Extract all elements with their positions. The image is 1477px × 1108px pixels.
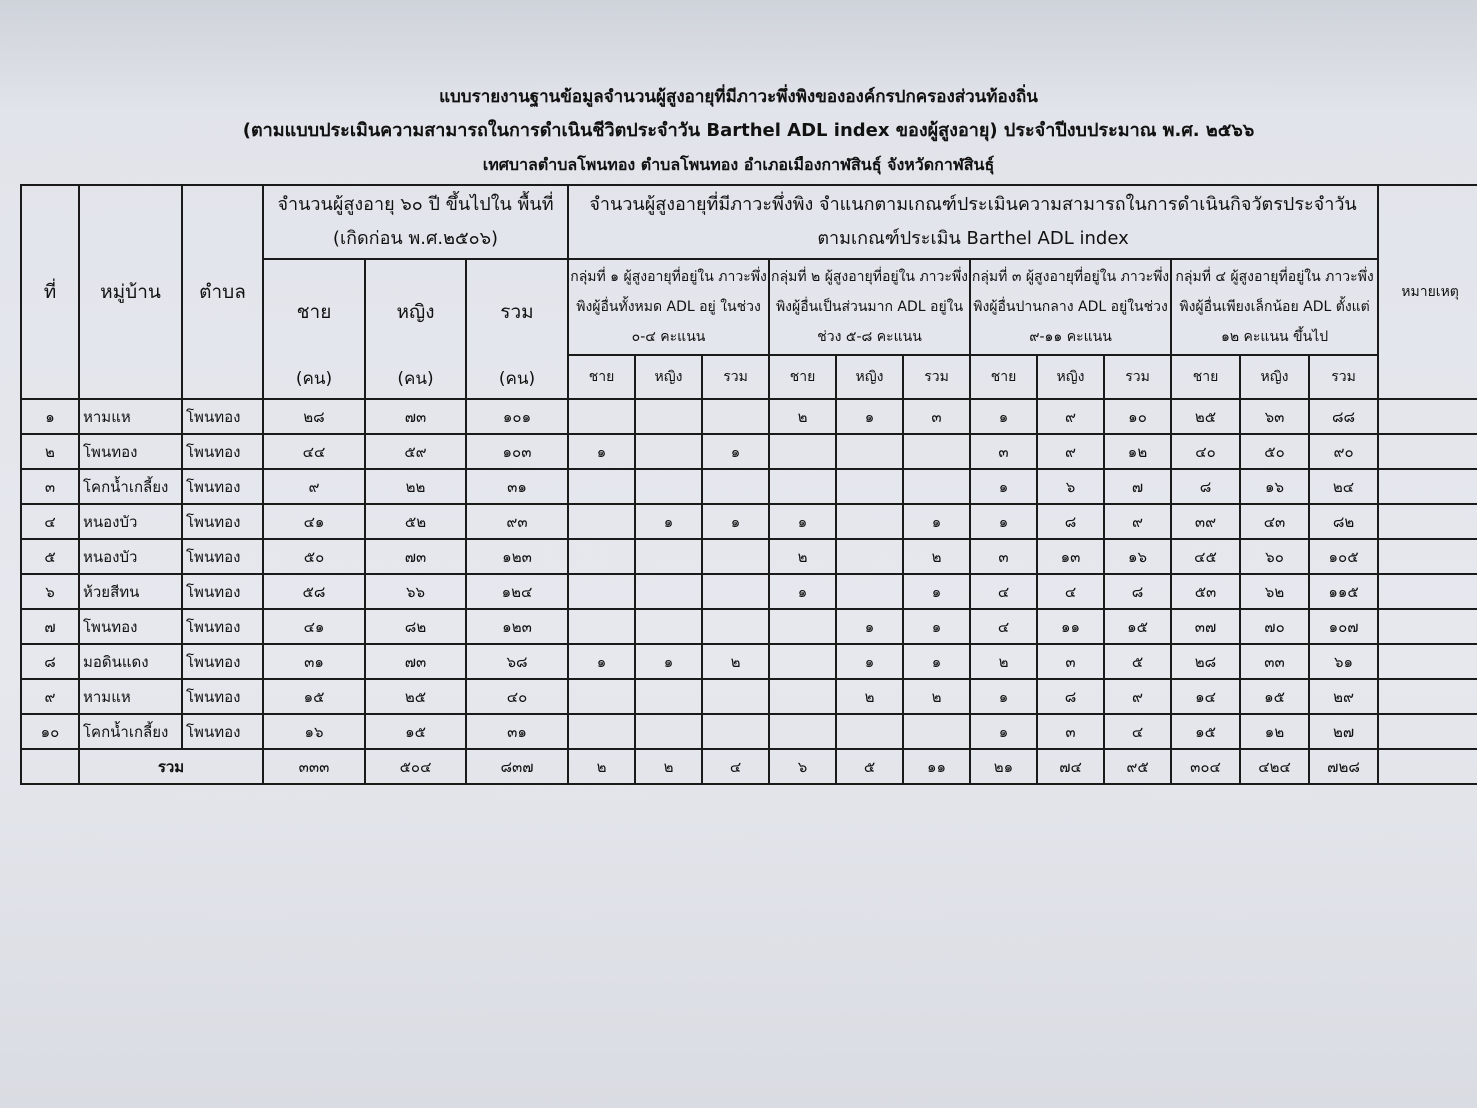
cell-g3-total: ๕: [1104, 644, 1171, 679]
table-row: [21, 644, 1477, 679]
cell-g3-male: ๔: [970, 609, 1037, 644]
table-body: [21, 399, 1477, 784]
cell-g4-male: ๑๕: [1171, 714, 1240, 749]
cell-g1-total: [702, 539, 769, 574]
cell-remark: [1378, 714, 1477, 749]
cell-g1-total: ๑: [702, 504, 769, 539]
table-row: [21, 609, 1477, 644]
cell-g2-male: ๑: [769, 574, 836, 609]
cell-male: ๕๘: [263, 574, 365, 609]
cell-g2-total: [903, 469, 970, 504]
cell-subdistrict: โพนทอง: [182, 574, 263, 609]
header-female-label: หญิง: [396, 300, 435, 323]
cell-female: ๑๕: [365, 714, 466, 749]
cell-g2-total: ๑: [903, 574, 970, 609]
cell-female: ๕๙: [365, 434, 466, 469]
cell-total: ๔๐: [466, 679, 568, 714]
cell-g2-male: [769, 644, 836, 679]
cell-male: ๕๐: [263, 539, 365, 574]
cell-subdistrict: โพนทอง: [182, 504, 263, 539]
cell-g2-female: [836, 469, 903, 504]
cell-g3-total: ๑๖: [1104, 539, 1171, 574]
cell-g4-male: ๕๓: [1171, 574, 1240, 609]
cell-g2-male: [769, 469, 836, 504]
cell-g4-male: ๓๗: [1171, 609, 1240, 644]
cell-g2-total: ๑: [903, 609, 970, 644]
cell-g4-male: ๑๔: [1171, 679, 1240, 714]
cell-no: ๔: [21, 504, 79, 539]
cell-g4-total: ๑๑๕: [1309, 574, 1378, 609]
total-male: ๓๓๓: [263, 749, 365, 784]
header-g4-male: ชาย: [1171, 355, 1240, 399]
cell-g2-female: [836, 574, 903, 609]
cell-g2-male: ๑: [769, 504, 836, 539]
header-total: [466, 259, 568, 399]
cell-no: ๘: [21, 644, 79, 679]
total-g1-total: ๔: [702, 749, 769, 784]
header-female: [365, 259, 466, 399]
header-g1-total: รวม: [702, 355, 769, 399]
header-group-4: กลุ่มที่ ๔ ผู้สูงอายุที่อยู่ใน ภาวะพึ่งพิงผู้อื่นเพียงเล็กน้อย ADL ตั้งแต่ ๑๒ คะแนน ขึ้นไป: [1171, 259, 1378, 355]
total-g3-female: ๗๔: [1037, 749, 1104, 784]
cell-remark: [1378, 679, 1477, 714]
header-dependent-line2: ตามเกณฑ์ประเมิน Barthel ADL index: [817, 228, 1129, 249]
total-total: ๘๓๗: [466, 749, 568, 784]
cell-no: ๙: [21, 679, 79, 714]
cell-g2-female: ๑: [836, 609, 903, 644]
cell-g2-total: ๒: [903, 539, 970, 574]
cell-village: หนองบัว: [79, 539, 182, 574]
cell-female: ๒๒: [365, 469, 466, 504]
cell-g2-female: ๒: [836, 679, 903, 714]
cell-g1-total: [702, 574, 769, 609]
cell-g3-total: ๘: [1104, 574, 1171, 609]
cell-g4-female: ๖๐: [1240, 539, 1309, 574]
cell-remark: [1378, 504, 1477, 539]
cell-g3-male: ๑: [970, 679, 1037, 714]
cell-g3-female: ๓: [1037, 714, 1104, 749]
cell-g4-male: ๔๐: [1171, 434, 1240, 469]
cell-g4-total: ๒๗: [1309, 714, 1378, 749]
header-group-3: กลุ่มที่ ๓ ผู้สูงอายุที่อยู่ใน ภาวะพึ่งพิงผู้อื่นปานกลาง ADL อยู่ในช่วง ๙-๑๑ คะแนน: [970, 259, 1171, 355]
cell-remark: [1378, 434, 1477, 469]
cell-g1-male: ๑: [568, 644, 635, 679]
cell-g1-female: [635, 434, 702, 469]
cell-g2-total: ๑: [903, 504, 970, 539]
total-g1-male: ๒: [568, 749, 635, 784]
cell-subdistrict: โพนทอง: [182, 434, 263, 469]
cell-g1-female: [635, 609, 702, 644]
header-group-1: กลุ่มที่ ๑ ผู้สูงอายุที่อยู่ใน ภาวะพึ่งพิงผู้อื่นทั้งหมด ADL อยู่ ในช่วง ๐-๔ คะแนน: [568, 259, 769, 355]
cell-subdistrict: โพนทอง: [182, 539, 263, 574]
cell-g3-male: ๑: [970, 469, 1037, 504]
cell-female: ๗๓: [365, 539, 466, 574]
cell-g4-total: ๘๘: [1309, 399, 1378, 434]
cell-g4-female: ๑๕: [1240, 679, 1309, 714]
cell-g4-female: ๗๐: [1240, 609, 1309, 644]
cell-female: ๘๒: [365, 609, 466, 644]
cell-g2-female: [836, 714, 903, 749]
cell-g4-female: ๑๒: [1240, 714, 1309, 749]
cell-g4-total: ๑๐๗: [1309, 609, 1378, 644]
totals-label: รวม: [79, 749, 263, 784]
cell-g3-female: ๑๑: [1037, 609, 1104, 644]
cell-g1-female: [635, 574, 702, 609]
header-total-unit: (คน): [498, 368, 536, 389]
cell-g1-female: [635, 399, 702, 434]
cell-village: โคกน้ำเกลี้ยง: [79, 469, 182, 504]
cell-g3-male: ๔: [970, 574, 1037, 609]
total-g4-total: ๗๒๘: [1309, 749, 1378, 784]
cell-male: ๔๑: [263, 609, 365, 644]
cell-g2-female: ๑: [836, 644, 903, 679]
totals-row: [21, 749, 1477, 784]
table-row: [21, 399, 1477, 434]
cell-g3-female: ๓: [1037, 644, 1104, 679]
header-g2-total: รวม: [903, 355, 970, 399]
cell-g4-male: ๔๕: [1171, 539, 1240, 574]
cell-no: ๒: [21, 434, 79, 469]
cell-no: ๑๐: [21, 714, 79, 749]
cell-total: ๑๐๑: [466, 399, 568, 434]
cell-g1-total: [702, 469, 769, 504]
cell-village: โคกน้ำเกลี้ยง: [79, 714, 182, 749]
cell-g2-total: ๓: [903, 399, 970, 434]
cell-g3-male: ๑: [970, 399, 1037, 434]
cell-no: ๑: [21, 399, 79, 434]
total-g1-female: ๒: [635, 749, 702, 784]
cell-g1-female: ๑: [635, 644, 702, 679]
cell-female: ๗๓: [365, 644, 466, 679]
cell-g1-male: [568, 714, 635, 749]
header-g2-male: ชาย: [769, 355, 836, 399]
cell-g1-male: [568, 574, 635, 609]
header-remark: หมายเหตุ: [1378, 185, 1477, 399]
header-male-unit: (คน): [295, 368, 333, 389]
table-row: [21, 574, 1477, 609]
cell-village: มอดินแดง: [79, 644, 182, 679]
cell-no: [21, 749, 79, 784]
cell-female: ๖๖: [365, 574, 466, 609]
cell-subdistrict: โพนทอง: [182, 399, 263, 434]
cell-female: ๕๒: [365, 504, 466, 539]
cell-g2-male: ๒: [769, 539, 836, 574]
cell-g2-male: [769, 434, 836, 469]
cell-no: ๓: [21, 469, 79, 504]
cell-g3-female: ๔: [1037, 574, 1104, 609]
cell-g3-male: ๒: [970, 644, 1037, 679]
cell-remark: [1378, 539, 1477, 574]
cell-total: ๖๘: [466, 644, 568, 679]
cell-subdistrict: โพนทอง: [182, 714, 263, 749]
table-row: [21, 539, 1477, 574]
cell-g3-total: ๑๒: [1104, 434, 1171, 469]
cell-g4-total: ๙๐: [1309, 434, 1378, 469]
cell-g1-female: [635, 539, 702, 574]
cell-g1-female: [635, 469, 702, 504]
header-elderly-population: จำนวนผู้สูงอายุ ๖๐ ปี ขึ้นไปใน พื้นที่ (เกิดก่อน พ.ศ.๒๕๐๖): [263, 185, 568, 259]
cell-g1-total: [702, 679, 769, 714]
cell-village: โพนทอง: [79, 609, 182, 644]
cell-female: ๒๕: [365, 679, 466, 714]
cell-g1-male: [568, 399, 635, 434]
cell-g1-male: [568, 504, 635, 539]
cell-g4-male: ๘: [1171, 469, 1240, 504]
cell-g2-male: [769, 609, 836, 644]
table-row: [21, 469, 1477, 504]
header-g4-total: รวม: [1309, 355, 1378, 399]
cell-g3-male: ๑: [970, 714, 1037, 749]
cell-g4-total: ๖๑: [1309, 644, 1378, 679]
table-row: [21, 679, 1477, 714]
cell-g3-female: ๖: [1037, 469, 1104, 504]
cell-male: ๙: [263, 469, 365, 504]
header-g3-total: รวม: [1104, 355, 1171, 399]
report-titles: [0, 82, 1477, 180]
cell-remark: [1378, 469, 1477, 504]
header-total-label: รวม: [500, 300, 534, 323]
cell-g1-male: [568, 469, 635, 504]
cell-g2-total: ๑: [903, 644, 970, 679]
cell-remark: [1378, 749, 1477, 784]
cell-g1-female: [635, 714, 702, 749]
cell-g2-female: [836, 434, 903, 469]
cell-g1-female: ๑: [635, 504, 702, 539]
cell-g3-male: ๓: [970, 434, 1037, 469]
total-g2-total: ๑๑: [903, 749, 970, 784]
total-g4-male: ๓๐๔: [1171, 749, 1240, 784]
header-group-2: กลุ่มที่ ๒ ผู้สูงอายุที่อยู่ใน ภาวะพึ่งพิงผู้อื่นเป็นส่วนมาก ADL อยู่ในช่วง ๕-๘ คะแนน: [769, 259, 970, 355]
cell-g2-total: ๒: [903, 679, 970, 714]
cell-male: ๑๕: [263, 679, 365, 714]
cell-g2-female: ๑: [836, 399, 903, 434]
cell-village: โพนทอง: [79, 434, 182, 469]
cell-g1-total: [702, 399, 769, 434]
cell-g4-total: ๒๙: [1309, 679, 1378, 714]
cell-total: ๓๑: [466, 714, 568, 749]
total-g3-total: ๙๕: [1104, 749, 1171, 784]
cell-no: ๗: [21, 609, 79, 644]
cell-subdistrict: โพนทอง: [182, 679, 263, 714]
cell-total: ๑๒๓: [466, 539, 568, 574]
cell-g2-male: ๒: [769, 399, 836, 434]
cell-g4-male: ๒๘: [1171, 644, 1240, 679]
cell-g4-male: ๓๙: [1171, 504, 1240, 539]
cell-g2-female: [836, 539, 903, 574]
cell-village: หามแห: [79, 399, 182, 434]
cell-total: ๑๐๓: [466, 434, 568, 469]
cell-total: ๓๑: [466, 469, 568, 504]
cell-male: ๒๘: [263, 399, 365, 434]
cell-no: ๕: [21, 539, 79, 574]
cell-g4-female: ๖๓: [1240, 399, 1309, 434]
cell-subdistrict: โพนทอง: [182, 609, 263, 644]
cell-g1-total: [702, 609, 769, 644]
cell-g1-male: [568, 679, 635, 714]
cell-g4-female: ๖๒: [1240, 574, 1309, 609]
cell-g2-total: [903, 714, 970, 749]
cell-g3-total: ๗: [1104, 469, 1171, 504]
cell-g3-female: ๙: [1037, 399, 1104, 434]
total-g4-female: ๔๒๔: [1240, 749, 1309, 784]
cell-g4-total: ๑๐๕: [1309, 539, 1378, 574]
header-dependent-line1: จำนวนผู้สูงอายุที่มีภาวะพึ่งพิง จำแนกตามเกณฑ์ประเมินความสามารถในการดำเนินกิจวัตรประจำวัน: [589, 194, 1357, 215]
cell-total: ๙๓: [466, 504, 568, 539]
cell-remark: [1378, 609, 1477, 644]
cell-no: ๖: [21, 574, 79, 609]
cell-g3-female: ๘: [1037, 504, 1104, 539]
cell-village: หนองบัว: [79, 504, 182, 539]
total-g3-male: ๒๑: [970, 749, 1037, 784]
cell-g3-total: ๙: [1104, 679, 1171, 714]
cell-subdistrict: โพนทอง: [182, 469, 263, 504]
cell-male: ๔๔: [263, 434, 365, 469]
cell-g1-total: ๒: [702, 644, 769, 679]
elderly-adl-table: [20, 184, 1477, 785]
header-male-label: ชาย: [296, 300, 332, 323]
cell-subdistrict: โพนทอง: [182, 644, 263, 679]
cell-g2-male: [769, 714, 836, 749]
table-row: [21, 504, 1477, 539]
cell-female: ๗๓: [365, 399, 466, 434]
total-g2-female: ๕: [836, 749, 903, 784]
cell-g3-total: ๔: [1104, 714, 1171, 749]
header-g2-female: หญิง: [836, 355, 903, 399]
header-g3-male: ชาย: [970, 355, 1037, 399]
cell-g3-male: ๑: [970, 504, 1037, 539]
cell-g2-female: [836, 504, 903, 539]
header-no: ที่: [21, 185, 79, 399]
cell-g4-total: ๒๔: [1309, 469, 1378, 504]
header-male: [263, 259, 365, 399]
total-female: ๕๐๔: [365, 749, 466, 784]
cell-g4-female: ๑๖: [1240, 469, 1309, 504]
report-title-line1: แบบรายงานฐานข้อมูลจำนวนผู้สูงอายุที่มีภาวะพึ่งพิงขององค์กรปกครองส่วนท้องถิ่น: [439, 87, 1038, 107]
header-subdistrict: ตำบล: [182, 185, 263, 399]
report-title-line3: เทศบาลตำบลโพนทอง ตำบลโพนทอง อำเภอเมืองกาฬสินธุ์ จังหวัดกาฬสินธุ์: [482, 155, 995, 174]
cell-g4-total: ๘๒: [1309, 504, 1378, 539]
table-row: [21, 434, 1477, 469]
header-dependent-elderly: [568, 185, 1378, 259]
header-g3-female: หญิง: [1037, 355, 1104, 399]
cell-g3-female: ๘: [1037, 679, 1104, 714]
cell-total: ๑๒๓: [466, 609, 568, 644]
cell-g4-male: ๒๕: [1171, 399, 1240, 434]
cell-g1-male: [568, 609, 635, 644]
cell-village: หามแห: [79, 679, 182, 714]
total-g2-male: ๖: [769, 749, 836, 784]
cell-g1-total: ๑: [702, 434, 769, 469]
header-g4-female: หญิง: [1240, 355, 1309, 399]
cell-remark: [1378, 644, 1477, 679]
cell-g3-total: ๙: [1104, 504, 1171, 539]
cell-male: ๓๑: [263, 644, 365, 679]
cell-g3-total: ๑๐: [1104, 399, 1171, 434]
header-g1-male: ชาย: [568, 355, 635, 399]
header-g1-female: หญิง: [635, 355, 702, 399]
cell-g1-male: ๑: [568, 434, 635, 469]
cell-g1-male: [568, 539, 635, 574]
cell-g4-female: ๔๓: [1240, 504, 1309, 539]
report-title-line2: (ตามแบบประเมินความสามารถในการดำเนินชีวิตประจำวัน Barthel ADL index ของผู้สูงอายุ) ประจำปีงบประมาณ พ.ศ. ๒๕๖๖: [242, 120, 1255, 141]
header-female-unit: (คน): [397, 368, 434, 389]
cell-remark: [1378, 399, 1477, 434]
cell-total: ๑๒๔: [466, 574, 568, 609]
cell-g2-male: [769, 679, 836, 714]
cell-male: ๔๑: [263, 504, 365, 539]
table-row: [21, 714, 1477, 749]
cell-g2-total: [903, 434, 970, 469]
cell-g3-total: ๑๕: [1104, 609, 1171, 644]
cell-g4-female: ๓๓: [1240, 644, 1309, 679]
cell-remark: [1378, 574, 1477, 609]
cell-village: ห้วยสีทน: [79, 574, 182, 609]
cell-g1-female: [635, 679, 702, 714]
cell-g4-female: ๕๐: [1240, 434, 1309, 469]
cell-g3-female: ๑๓: [1037, 539, 1104, 574]
cell-g3-female: ๙: [1037, 434, 1104, 469]
header-village: หมู่บ้าน: [79, 185, 182, 399]
cell-g3-male: ๓: [970, 539, 1037, 574]
cell-male: ๑๖: [263, 714, 365, 749]
cell-g1-total: [702, 714, 769, 749]
